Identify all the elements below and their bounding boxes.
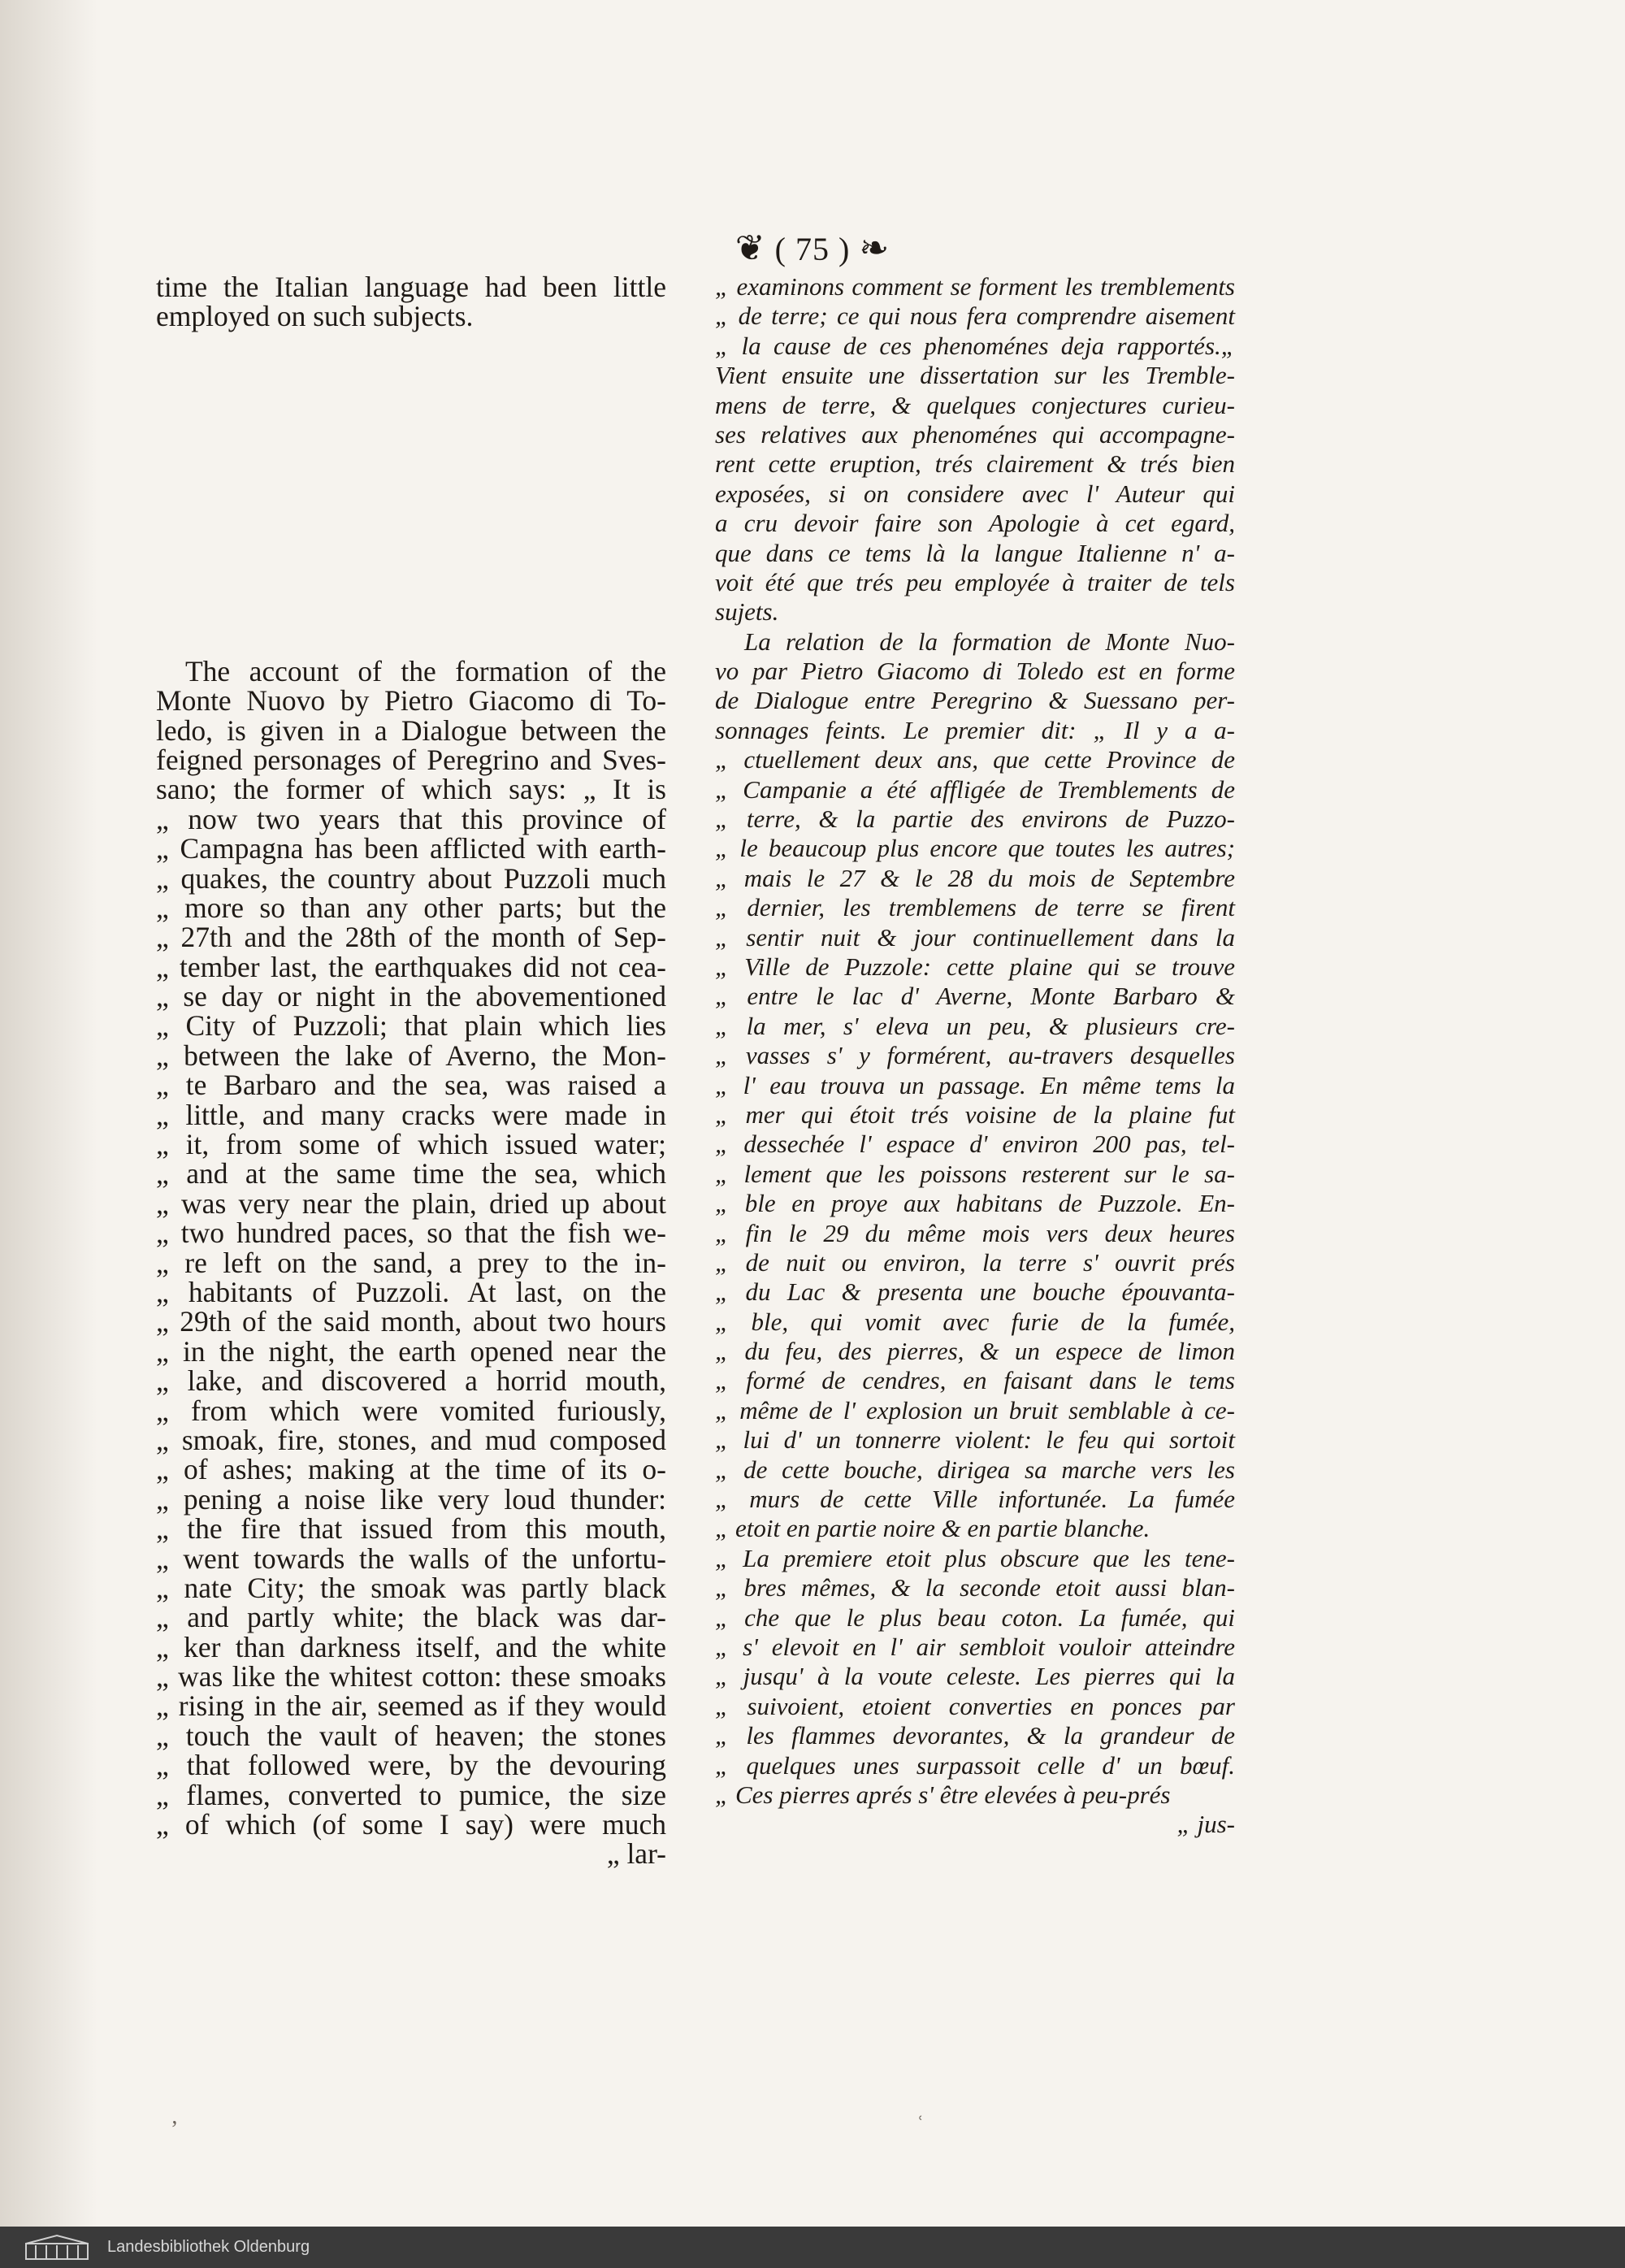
english-text-line: „ was very near the plain, dried up about <box>156 1186 666 1220</box>
french-text-line: „ l' eau trouva un passage. En même tems la <box>715 1070 1235 1099</box>
french-text-line: „ Campanie a été affligée de Tremblements de <box>715 774 1235 804</box>
page-number: ( 75 ) <box>774 231 851 267</box>
english-text-line: „ habitants of Puzzoli. At last, on the <box>156 1275 666 1308</box>
english-text-line: „ se day or night in the abovementioned <box>156 980 666 1013</box>
english-text-line: „ that followed were, by the devouring <box>156 1749 666 1782</box>
english-text-line: „ it, from some of which issued water; <box>156 1128 666 1161</box>
french-text-line: „ suivoient, etoient converties en ponces par <box>715 1691 1235 1720</box>
french-text-line: „ jus- <box>1176 1810 1235 1839</box>
english-text-line: Monte Nuovo by Pietro Giacomo di To- <box>156 684 666 718</box>
french-text-line: „ la mer, s' eleva un peu, & plusieurs cre- <box>715 1011 1235 1040</box>
english-text-line: sano; the former of which says: „ It is <box>156 773 666 806</box>
french-text-line: „ murs de cette Ville infortunée. La fumée <box>715 1485 1235 1514</box>
library-building-logo-icon <box>24 2234 89 2261</box>
english-paragraph-gap <box>156 332 666 657</box>
english-text-line: „ two hundred paces, so that the fish we- <box>156 1216 666 1250</box>
french-text-line: „ formé de cendres, en faisant dans le tems <box>715 1366 1235 1395</box>
english-text-line: time the Italian language had been little <box>156 271 666 303</box>
english-text-line: „ rising in the air, seemed as if they would <box>156 1689 666 1723</box>
french-text-line: „ du feu, des pierres, & un espece de limon <box>715 1337 1235 1366</box>
french-text-line: Vient ensuite une dissertation sur les Tremble- <box>715 361 1235 390</box>
english-text-line: „ touch the vault of heaven; the stones <box>156 1719 666 1752</box>
english-text-line: employed on such subjects. <box>156 300 474 333</box>
english-text-line: „ nate City; the smoak was partly black <box>156 1571 666 1604</box>
english-text-line: „ in the night, the earth opened near the <box>156 1334 666 1368</box>
french-text-line: „ lui d' un tonnerre violent: le feu qui sortoit <box>715 1425 1235 1455</box>
french-text-line: „ du Lac & presenta une bouche épouvanta- <box>715 1277 1235 1307</box>
french-text-line: „ entre le lac d' Averne, Monte Barbaro & <box>715 982 1235 1011</box>
english-text-line: „ of ashes; making at the time of its o- <box>156 1453 666 1486</box>
english-text-line: ledo, is given in a Dialogue between the <box>156 713 666 747</box>
page-header <box>0 228 1625 269</box>
french-text-line: que dans ce tems là la langue Italienne n' a- <box>715 538 1235 567</box>
french-text-line: „ etoit en partie noire & en partie blanche. <box>715 1514 1150 1543</box>
english-text-line: „ between the lake of Averno, the Mon- <box>156 1039 666 1072</box>
french-text-line: sonnages feints. Le premier dit: „ Il y a a- <box>715 715 1235 744</box>
french-text-line: „ jusqu' à la voute celeste. Les pierres qui la <box>715 1662 1235 1691</box>
english-text-line: „ the fire that issued from this mouth, <box>156 1512 666 1546</box>
french-text-line: „ lement que les poissons resterent sur le sa- <box>715 1159 1235 1188</box>
english-text-line: „ 29th of the said month, about two hours <box>156 1305 666 1338</box>
english-text-line: „ now two years that this province of <box>156 802 666 835</box>
french-text-line: „ sentir nuit & jour continuellement dans la <box>715 922 1235 952</box>
french-text-line: „ quelques unes surpassoit celle d' un bœuf. <box>715 1750 1235 1780</box>
english-text-line: „ quakes, the country about Puzzoli much <box>156 861 666 895</box>
english-text-line: „ and at the same time the sea, which <box>156 1157 666 1190</box>
french-text-line: „ dessechée l' espace d' environ 200 pas, tel- <box>715 1130 1235 1159</box>
french-text-line: de Dialogue entre Peregrino & Suessano per- <box>715 686 1235 715</box>
english-text-line: „ smoak, fire, stones, and mud composed <box>156 1423 666 1456</box>
french-text-line: „ les flammes devorantes, & la grandeur de <box>715 1721 1235 1750</box>
footer-bar <box>0 2227 1625 2268</box>
english-column <box>156 272 666 1869</box>
french-text-line: „ dernier, les tremblemens de terre se firent <box>715 893 1235 922</box>
english-text-line: „ and partly white; the black was dar- <box>156 1601 666 1634</box>
french-text-line: „ de nuit ou environ, la terre s' ouvrit prés <box>715 1247 1235 1277</box>
french-text-line: „ Ces pierres aprés s' être elevées à peu-prés <box>715 1780 1171 1809</box>
french-text-line: „ che que le plus beau coton. La fumée, qui <box>715 1602 1235 1632</box>
english-text-line: „ of which (of some I say) were much <box>156 1808 666 1841</box>
english-text-line: „ was like the whitest cotton: these smoaks <box>156 1660 666 1693</box>
french-text-line: „ ble en proye aux habitans de Puzzole. En- <box>715 1189 1235 1218</box>
french-text-line: a cru devoir faire son Apologie à cet egard, <box>715 509 1235 538</box>
english-text-line: „ te Barbaro and the sea, was raised a <box>156 1069 666 1102</box>
english-text-line: „ Campagna has been afflicted with earth- <box>156 832 666 865</box>
margin-mark: ʼ <box>171 2117 179 2142</box>
french-text-line: „ ble, qui vomit avec furie de la fumée, <box>715 1307 1235 1336</box>
french-text-line: „ s' elevoit en l' air sembloit vouloir atteindre <box>715 1632 1235 1661</box>
french-text-line: „ terre, & la partie des environs de Puzzo- <box>715 804 1235 834</box>
french-text-line: „ Ville de Puzzole: cette plaine qui se trouve <box>715 952 1235 981</box>
ornament-left-icon: ❦ <box>734 228 766 268</box>
english-text-line: „ flames, converted to pumice, the size <box>156 1778 666 1811</box>
french-text-line: „ examinons comment se forment les tremblements <box>715 272 1235 301</box>
french-text-line: „ même de l' explosion un bruit semblable à ce- <box>715 1395 1235 1425</box>
english-text-line: The account of the formation of the <box>185 654 666 687</box>
french-text-line: „ de terre; ce qui nous fera comprendre aisement <box>715 301 1235 331</box>
french-text-line: „ bres mêmes, & la seconde etoit aussi blan- <box>715 1573 1235 1602</box>
english-text-line: „ tember last, the earthquakes did not cea- <box>156 950 666 983</box>
french-text-line: „ fin le 29 du même mois vers deux heures <box>715 1218 1235 1247</box>
french-text-line: „ mais le 27 & le 28 du mois de Septembre <box>715 863 1235 892</box>
french-text-line: vo par Pietro Giacomo di Toledo est en forme <box>715 657 1235 686</box>
french-text-line: rent cette eruption, trés clairement & trés bien <box>715 449 1235 479</box>
french-text-line: ses relatives aux phenoménes qui accompagne- <box>715 419 1235 449</box>
french-text-line: mens de terre, & quelques conjectures curieu- <box>715 390 1235 419</box>
english-text-line: „ pening a noise like very loud thunder: <box>156 1482 666 1516</box>
french-text-line: exposées, si on considere avec l' Auteur qui <box>715 479 1235 508</box>
french-text-line: „ le beaucoup plus encore que toutes les autres; <box>715 834 1235 863</box>
margin-mark: ʿ <box>916 2113 925 2138</box>
english-text-line: „ lake, and discovered a horrid mouth, <box>156 1364 666 1398</box>
english-text-line: feigned personages of Peregrino and Sves- <box>156 743 666 776</box>
english-text-line: „ from which were vomited furiously, <box>156 1394 666 1427</box>
french-text-line: sujets. <box>715 597 779 627</box>
english-text-line: „ went towards the walls of the unfortu- <box>156 1542 666 1575</box>
french-column <box>715 272 1235 1840</box>
french-text-line: „ ctuellement deux ans, que cette Province de <box>715 745 1235 774</box>
french-text-line: „ de cette bouche, dirigea sa marche vers les <box>715 1455 1235 1484</box>
french-text-line: „ vasses s' y formérent, au-travers desquelles <box>715 1041 1235 1070</box>
english-text-line: „ City of Puzzoli; that plain which lies <box>156 1009 666 1043</box>
english-text-line: „ 27th and the 28th of the month of Sep- <box>156 921 666 954</box>
french-text-line: voit été que trés peu employée à traiter de tels <box>715 567 1235 596</box>
page-gutter-shadow <box>0 0 98 2227</box>
footer-label: Landesbibliothek Oldenburg <box>107 2238 310 2256</box>
ornament-right-icon: ❧ <box>859 228 890 268</box>
french-text-line: „ la cause de ces phenoménes deja rapportés.„ <box>715 331 1235 360</box>
english-text-line: „ ker than darkness itself, and the white <box>156 1630 666 1663</box>
english-text-line: „ little, and many cracks were made in <box>156 1098 666 1131</box>
french-text-line: „ La premiere etoit plus obscure que les tene- <box>715 1543 1235 1572</box>
french-text-line: „ mer qui étoit trés voisine de la plaine fut <box>715 1099 1235 1129</box>
english-text-line: „ lar- <box>606 1837 666 1871</box>
english-text-line: „ more so than any other parts; but the <box>156 891 666 924</box>
french-text-line: La relation de la formation de Monte Nuo- <box>744 627 1235 656</box>
english-text-line: „ re left on the sand, a prey to the in- <box>156 1246 666 1279</box>
